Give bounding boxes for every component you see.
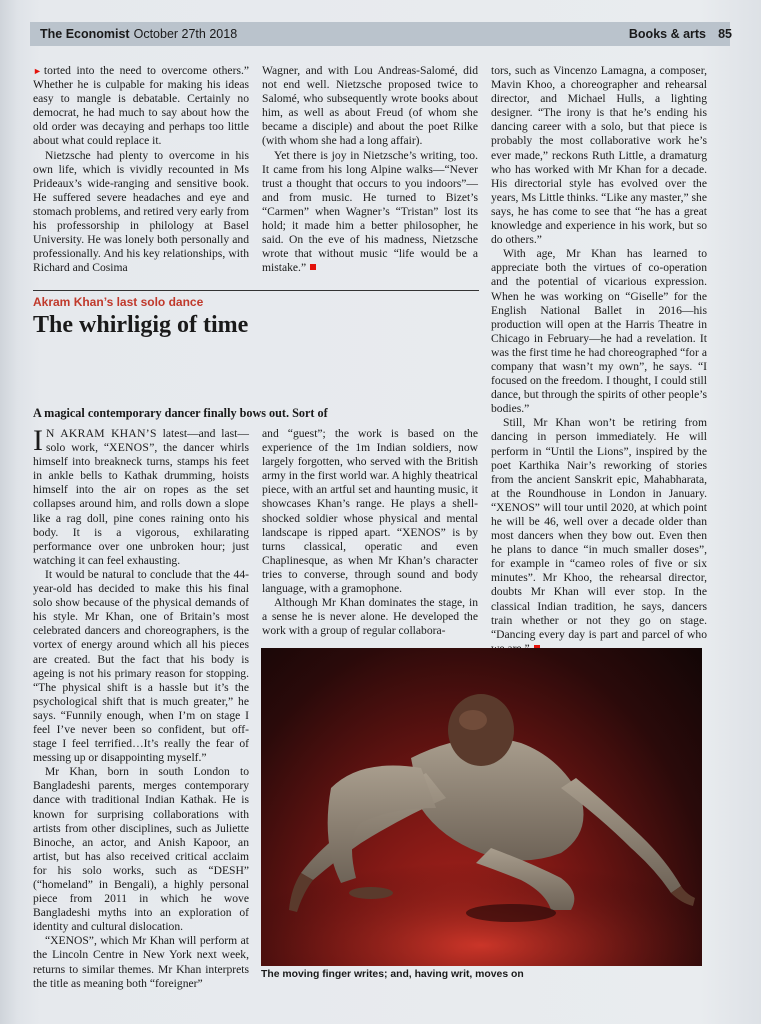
paragraph: Although Mr Khan dominates the stage, in a sense he is never alone. He developed the work with a group of regular collabora-	[262, 596, 478, 638]
paragraph: Wagner, and with Lou Andreas-Salomé, did not end well. Nietzsche proposed twice to Salomé, who subsequently wrote books about him, as well as about Freud (of whom she became a disciple) and about the poet Rilke (with whom she had a long affair).	[262, 64, 478, 148]
prev-article-column-2	[262, 64, 478, 275]
header-section: Books & arts	[628, 27, 706, 41]
paragraph: Mr Khan, born in south London to Bangladeshi parents, merges contemporary dance with traditional Indian Kathak. He is known for surprising collaborations with artists from other disciplines, such as Juliette Binoche, an actor, and Anish Kapoor, an artist, but has also received critical acclaim for his solo works, such as “DESH” (“homeland” in Bengali), a highly personal piece from 2011 in which he wove Bangladeshi myths into an exploration of identity and cultural dislocation.	[33, 765, 249, 934]
header-date: October 27th 2018	[133, 27, 238, 41]
prev-article-column-1	[33, 64, 249, 275]
dancer-photo	[261, 648, 702, 966]
page-number: 85	[718, 27, 732, 41]
paragraph: It would be natural to conclude that the 44-year-old has decided to make this his final solo show because of the physical demands of his style. Mr Khan, one of Britain’s most celebrated dancers and choreographers, is the vortex of energy around which all his pieces are created. But the fact that his body is ageing is not his primary reason for stopping. “The physical shift is a hassle but it’s the psychological shift that is much greater,” he says. “Funnily enough, when I’m on stage I feel I’ve never been so confident, but off-stage I feel terrified…It’s really the fear of messing up or disappointing myself.”	[33, 567, 249, 765]
paragraph: tors, such as Vincenzo Lamagna, a composer, Mavin Khoo, a choreographer and rehearsal director, and Michael Hulls, a lighting designer. “The irony is that he’s ending his dancing career with a solo, but that piece is probably the most collaborative work he’s ever made,” reckons Ruth Little, a dramaturg who has worked with Mr Khan for a decade. His directorial style has evolved over the years, Ms Little thinks. “Like any master,” she says, he has come to see that “he has a great knowledge and experience in his work, but so do others.”	[491, 64, 707, 247]
paragraph: Yet there is joy in Nietzsche’s writing, too. It came from his long Alpine walks—“Never trust a thought that occurs to you indoors”—and from music. He turned to Bizet’s “Carmen” when Wagner’s “Tristan” lost its hold; it made him a better philosopher, he said. On the eve of his madness, Nietzsche wrote that without music “life would be a mistake.”	[262, 148, 478, 275]
article-column-3	[491, 64, 707, 656]
photo-caption: The moving finger writes; and, having writ, moves on	[261, 969, 524, 980]
end-mark-icon	[310, 264, 316, 270]
paragraph: “XENOS”, which Mr Khan will perform at the Lincoln Centre in New York next week, returns to similar themes. Mr Khan interprets the title as meaning both “foreigner”	[33, 934, 249, 990]
paragraph: ► torted into the need to overcome others.” Whether he is culpable for making his ideas easy to mangle is debatable. Certainly no democrat, he had much to say about how the old order was decaying and perhaps too little about what could replace it.	[33, 64, 249, 148]
article-headline: The whirligig of time	[33, 312, 249, 338]
paragraph: With age, Mr Khan has learned to appreciate both the virtues of co-operation and the potential of vicarious expression. When he was working on “Giselle” for the English National Ballet in 2016—his production will open at the Harris Theatre in Chicago in February—he had a revelation. It was the first time he had choreographed “for a company that wasn’t my own”, he says. “I focused on the freedom. I thought, I could still dance, but through the spirits of other people’s bodies.”	[491, 247, 707, 416]
article-column-1	[33, 424, 250, 991]
lead-paragraph: I N AKRAM KHAN’S latest—and last—solo work, “XENOS”, the dancer whirls himself into breakneck turns, stamps his feet in ankle bells to Kathak drumming, hoists himself into the air on ropes as the set collapses around him, and rolls down a slope like a rag doll, pine cones raining onto his body. It is a vigorous, exhilarating performance over one unbroken hour; just watching it can feel exhausting.	[33, 424, 250, 567]
article-divider	[33, 290, 479, 291]
drop-cap: I	[33, 424, 43, 457]
article-column-2	[262, 427, 478, 638]
paragraph: Still, Mr Khan won’t be retiring from dancing in person immediately. He will perform in “Until the Lions”, inspired by the poet Karthika Nair’s reworking of stories from the ancient Sanskrit epic, Mahabharata, at the Roundhouse in London in January. “XENOS” will tour until 2020, at which point he will be 46, well over a decade older than most dancers when they bow out. Even then he plans to dance “in much smaller doses”, for example in “cameo roles of five or six minutes”. Mr Khoo, the rehearsal director, doubts Mr Khan will ever stop. In the classical Indian tradition, he says, dancers train whether or not they go on stage. “Dancing every day is part and parcel of who	[491, 416, 707, 656]
paragraph: and “guest”; the work is based on the experience of the 1m Indian soldiers, now largely forgotten, who served with the British army in the first world war. A highly theatrical piece, with an artful set and haunting music, it showcases Khan’s range. He plays a shell-shocked soldier whose physical and mental landscape is ripped apart. “XENOS” is by turns classical, operatic and even Chaplinesque, as when Mr Khan’s character tries to converse, through sound and body language, with a gramophone.	[262, 427, 478, 596]
header-publication: The Economist October 27th 2018	[40, 27, 238, 41]
article-standfirst: A magical contemporary dancer finally bows out. Sort of	[33, 406, 328, 420]
article-rubric: Akram Khan’s last solo dance	[33, 295, 204, 309]
paragraph: Nietzsche had plenty to overcome in his own life, which is vividly recounted in Ms Prideaux’s wide-ranging and sensitive book. He suffered severe headaches and eye and stomach problems, and retired very early from his professorship in philology at Basel University. He was lonely both personally and professionally. And his key relationships, with Richard and Cosima	[33, 148, 249, 275]
running-header	[30, 22, 730, 46]
dancer-silhouette-icon	[261, 648, 702, 966]
continued-triangle-icon: ►	[33, 66, 42, 76]
